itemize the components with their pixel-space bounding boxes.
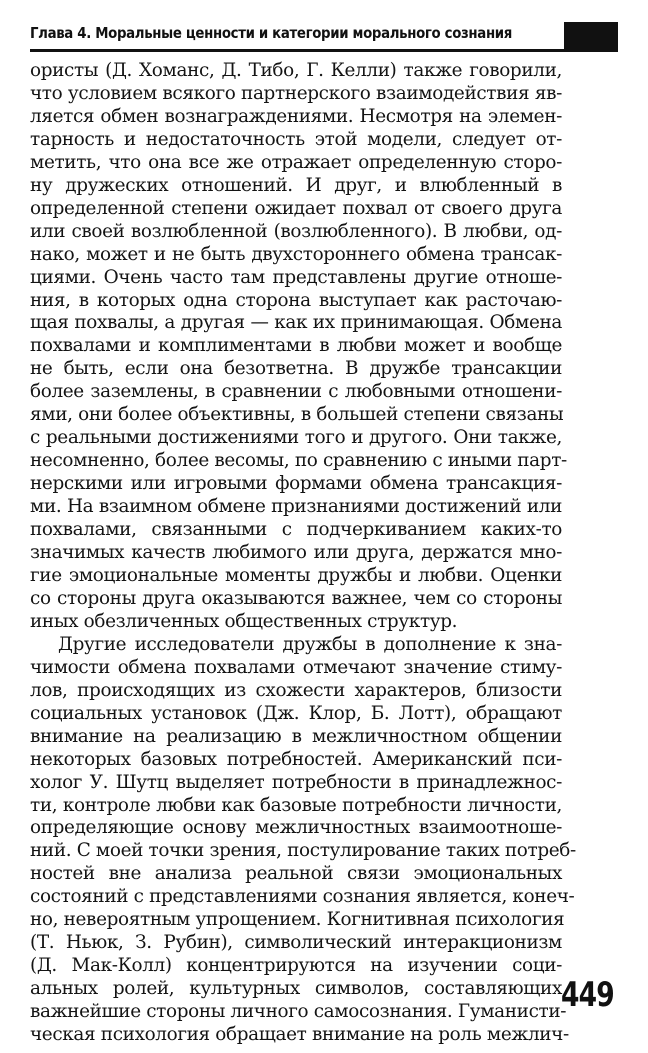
text-line: социальных установок (Дж. Клор, Б. Лотт), обращают [30,702,562,724]
text-line: определяющие основу межличностных взаимоотноше- [30,817,562,839]
text-line: но, невероятным упрощением. Когнитивная психология [30,909,565,931]
text-line: не быть, если она безответна. В дружбе трансакции [30,358,562,380]
text-line: ческая психология обращает внимание на роль межлич- [30,1024,569,1046]
text-line: похвалами, связанными с подчеркиванием каких-то [30,519,562,541]
text-line: ляется обмен вознаграждениями. Несмотря на элемен- [30,105,562,127]
text-line: нако, может и не быть двухстороннего обмена трансак- [30,243,562,265]
text-line: со стороны друга оказываются важнее, чем со стороны [30,587,562,609]
header-black-block [564,22,618,49]
body-text [30,60,576,1047]
text-line: с реальными достижениями того и другого. Они также, [30,427,562,449]
chapter-title: Глава 4. Моральные ценности и категории морального сознания [30,24,513,42]
text-line: лов, происходящих из схожести характеров, близости [30,679,562,701]
text-line: нерскими или игровыми формами обмена трансакция- [30,473,562,495]
text-line: щая похвалы, а другая — как их принимающая. Обмена [30,312,562,334]
text-line: важнейшие стороны личного самосознания. Гуманисти- [30,1001,567,1023]
text-line: метить, что она все же отражает определенную сторо- [30,151,562,173]
text-line: Другие исследователи дружбы в дополнение к зна- [58,633,562,655]
text-line: тарность и недостаточность этой модели, следует от- [30,128,562,150]
text-line: несомненно, более весомы, по сравнению с иными парт- [30,450,567,472]
text-line: определенной степени ожидает похвал от своего друга [30,197,562,219]
text-line: ну дружеских отношений. И друг, и влюбленный в [30,174,562,196]
text-line: гие эмоциональные моменты дружбы и любви. Оценки [30,564,562,586]
text-line: холог У. Шутц выделяет потребности в принадлежнос- [30,771,562,793]
text-line: значимых качеств любимого или друга, держатся мно- [30,542,562,564]
text-line: ми. На взаимном обмене признаниями достижений или [30,496,562,518]
text-line: чимости обмена похвалами отмечают значение стиму- [30,656,562,678]
text-line: что условием всякого партнерского взаимодействия яв- [30,82,562,104]
text-line: состояний с представлениями сознания является, конеч- [30,886,575,908]
text-line: некоторых базовых потребностей. Американский пси- [30,748,562,770]
text-line: ний. С моей точки зрения, постулирование таких потреб- [30,840,576,862]
text-line: похвалами и комплиментами в любви может и вообще [30,335,562,357]
text-line: ти, контроле любви как базовые потребности личности, [30,794,562,816]
text-line: ностей вне анализа реальной связи эмоциональных [30,863,562,885]
text-line: ями, они более объективны, в большей степени связаны [30,404,564,426]
text-line: (Д. Мак-Колл) концентрируются на изучении соци- [30,955,562,977]
text-line: ния, в которых одна сторона выступает как расточаю- [30,289,562,311]
text-line: циями. Очень часто там представлены другие отноше- [30,266,562,288]
page-number: 449 [560,975,614,1015]
running-header [30,22,618,52]
text-line: альных ролей, культурных символов, составляющих [30,978,562,1000]
text-line: внимание на реализацию в межличностном общении [30,725,562,747]
text-line: более заземлены, в сравнении с любовными отношени- [30,381,562,403]
text-line: (Т. Ньюк, З. Рубин), символический интеракционизм [30,932,562,954]
text-line: или своей возлюбленной (возлюбленного). В любви, од- [30,220,562,242]
text-line: ористы (Д. Хоманс, Д. Тибо, Г. Келли) также говорили, [30,60,562,81]
text-line: иных обезличенных общественных структур. [30,610,458,632]
